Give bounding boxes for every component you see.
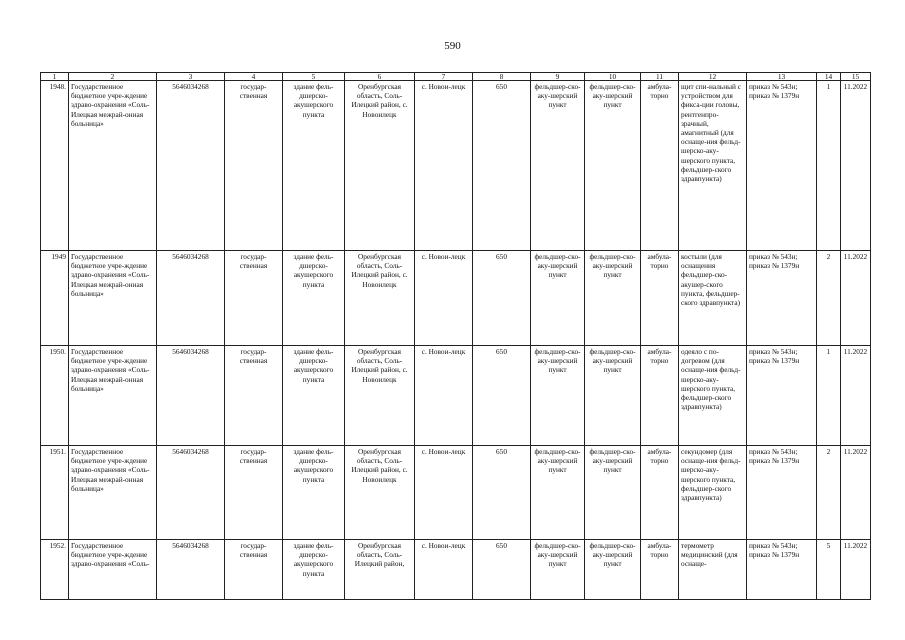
cell-equipment-name: секундомер (для оснаще-ния фельд-шерско-аку-шерского пункта, фельдшер-ского здравпункта) <box>679 446 747 540</box>
cell-regulation: приказ № 543н; приказ № 1379н <box>747 251 817 346</box>
column-header: 11 <box>641 73 679 81</box>
cell-unit-type: фельдшер-ско-аку-шерский пункт <box>531 446 585 540</box>
cell-row-number: 1948. <box>41 81 69 251</box>
cell-quantity: 1 <box>817 346 841 446</box>
cell-quantity: 1 <box>817 81 841 251</box>
cell-address: Оренбургская область, Соль-Илецкий район, с. Новоилецк <box>345 81 415 251</box>
column-header: 7 <box>415 73 473 81</box>
cell-inn: 5646034268 <box>157 346 225 446</box>
cell-date: 11.2022 <box>841 346 871 446</box>
cell-unit-type: фельдшер-ско-аку-шерский пункт <box>531 81 585 251</box>
cell-building-type: здание фель-дшерско-акушерского пункта <box>283 540 345 600</box>
cell-building-type: здание фель-дшерско-акушерского пункта <box>283 251 345 346</box>
cell-settlement: с. Новои-лецк <box>415 346 473 446</box>
cell-regulation: приказ № 543н; приказ № 1379н <box>747 81 817 251</box>
cell-organization-name: Государственное бюджетное учре-ждение здраво-охранения «Соль- <box>69 540 157 600</box>
cell-equipment-name: одеяло с по-догревом (для оснаще-ния фельд-шерско-аку-шерского пункта, фельдшер-ского здравпункта) <box>679 346 747 446</box>
cell-ownership-form: государ-ственная <box>225 251 283 346</box>
cell-quantity: 5 <box>817 540 841 600</box>
column-header: 12 <box>679 73 747 81</box>
cell-address: Оренбургская область, Соль-Илецкий район, с. Новоилецк <box>345 346 415 446</box>
column-header: 6 <box>345 73 415 81</box>
cell-date: 11.2022 <box>841 81 871 251</box>
cell-inn: 5646034268 <box>157 540 225 600</box>
cell-inn: 5646034268 <box>157 251 225 346</box>
cell-regulation: приказ № 543н; приказ № 1379н <box>747 540 817 600</box>
cell-row-number: 1951. <box>41 446 69 540</box>
cell-care-form: амбула-торно <box>641 446 679 540</box>
cell-equipment-name: термометр медицинский (для оснаще- <box>679 540 747 600</box>
cell-care-form: амбула-торно <box>641 251 679 346</box>
column-header: 10 <box>585 73 641 81</box>
cell-settlement: с. Новои-лецк <box>415 540 473 600</box>
cell-inn: 5646034268 <box>157 81 225 251</box>
cell-quantity: 2 <box>817 446 841 540</box>
cell-row-number: 1949 <box>41 251 69 346</box>
cell-unit-profile: фельдшер-ско-аку-шерский пункт <box>585 540 641 600</box>
cell-care-form: амбула-торно <box>641 81 679 251</box>
cell-ownership-form: государ-ственная <box>225 540 283 600</box>
column-header: 14 <box>817 73 841 81</box>
cell-organization-name: Государственное бюджетное учре-ждение здраво-охранения «Соль-Илецкая межрай-онная больница» <box>69 251 157 346</box>
column-header: 2 <box>69 73 157 81</box>
cell-care-form: амбула-торно <box>641 346 679 446</box>
cell-date: 11.2022 <box>841 540 871 600</box>
column-header: 9 <box>531 73 585 81</box>
column-header: 5 <box>283 73 345 81</box>
cell-building-type: здание фель-дшерско-акушерского пункта <box>283 81 345 251</box>
cell-inn: 5646034268 <box>157 446 225 540</box>
cell-unit-type: фельдшер-ско-аку-шерский пункт <box>531 251 585 346</box>
page-number: 590 <box>444 40 461 52</box>
column-header: 13 <box>747 73 817 81</box>
cell-organization-name: Государственное бюджетное учре-ждение здраво-охранения «Соль-Илецкая межрай-онная больница» <box>69 446 157 540</box>
cell-address: Оренбургская область, Соль-Илецкий район, с. Новоилецк <box>345 251 415 346</box>
cell-care-form: амбула-торно <box>641 540 679 600</box>
cell-ownership-form: государ-ственная <box>225 446 283 540</box>
cell-organization-name: Государственное бюджетное учре-ждение здраво-охранения «Соль-Илецкая межрай-онная больница» <box>69 81 157 251</box>
cell-unit-type: фельдшер-ско-аку-шерский пункт <box>531 540 585 600</box>
cell-area: 650 <box>473 540 531 600</box>
cell-settlement: с. Новои-лецк <box>415 446 473 540</box>
cell-organization-name: Государственное бюджетное учре-ждение здраво-охранения «Соль-Илецкая межрай-онная больница» <box>69 346 157 446</box>
table-row <box>41 81 871 251</box>
column-header: 15 <box>841 73 871 81</box>
table-row <box>41 251 871 346</box>
cell-area: 650 <box>473 446 531 540</box>
cell-settlement: с. Новои-лецк <box>415 251 473 346</box>
cell-date: 11.2022 <box>841 251 871 346</box>
cell-settlement: с. Новои-лецк <box>415 81 473 251</box>
cell-area: 650 <box>473 251 531 346</box>
table-row <box>41 346 871 446</box>
column-header: 8 <box>473 73 531 81</box>
cell-ownership-form: государ-ственная <box>225 346 283 446</box>
column-header: 4 <box>225 73 283 81</box>
cell-regulation: приказ № 543н; приказ № 1379н <box>747 346 817 446</box>
cell-regulation: приказ № 543н; приказ № 1379н <box>747 446 817 540</box>
cell-address: Оренбургская область, Соль-Илецкий район, <box>345 540 415 600</box>
cell-quantity: 2 <box>817 251 841 346</box>
cell-unit-type: фельдшер-ско-аку-шерский пункт <box>531 346 585 446</box>
cell-row-number: 1950. <box>41 346 69 446</box>
cell-area: 650 <box>473 346 531 446</box>
cell-date: 11.2022 <box>841 446 871 540</box>
cell-building-type: здание фель-дшерско-акушерского пункта <box>283 346 345 446</box>
cell-unit-profile: фельдшер-ско-аку-шерский пункт <box>585 251 641 346</box>
table-row <box>41 446 871 540</box>
column-header: 1 <box>41 73 69 81</box>
cell-unit-profile: фельдшер-ско-аку-шерский пункт <box>585 446 641 540</box>
cell-row-number: 1952. <box>41 540 69 600</box>
cell-unit-profile: фельдшер-ско-аку-шерский пункт <box>585 81 641 251</box>
header-row <box>41 73 871 81</box>
column-header: 3 <box>157 73 225 81</box>
cell-equipment-name: костыли (для оснащения фельдшер-ско-акушер-ского пункта, фельдшер-ского здравпункта) <box>679 251 747 346</box>
cell-unit-profile: фельдшер-ско-аку-шерский пункт <box>585 346 641 446</box>
registry-table <box>40 72 871 600</box>
cell-ownership-form: государ-ственная <box>225 81 283 251</box>
cell-building-type: здание фель-дшерско-акушерского пункта <box>283 446 345 540</box>
cell-equipment-name: щит спи-нальный с устройством для фикса-ции головы, рентгенпро-зрачный, амагнитный (для оснаще-ния фельд-шерско-аку-шерского пункта, фельдшер-ского здравпункта) <box>679 81 747 251</box>
cell-address: Оренбургская область, Соль-Илецкий район, с. Новоилецк <box>345 446 415 540</box>
cell-area: 650 <box>473 81 531 251</box>
table-row <box>41 540 871 600</box>
